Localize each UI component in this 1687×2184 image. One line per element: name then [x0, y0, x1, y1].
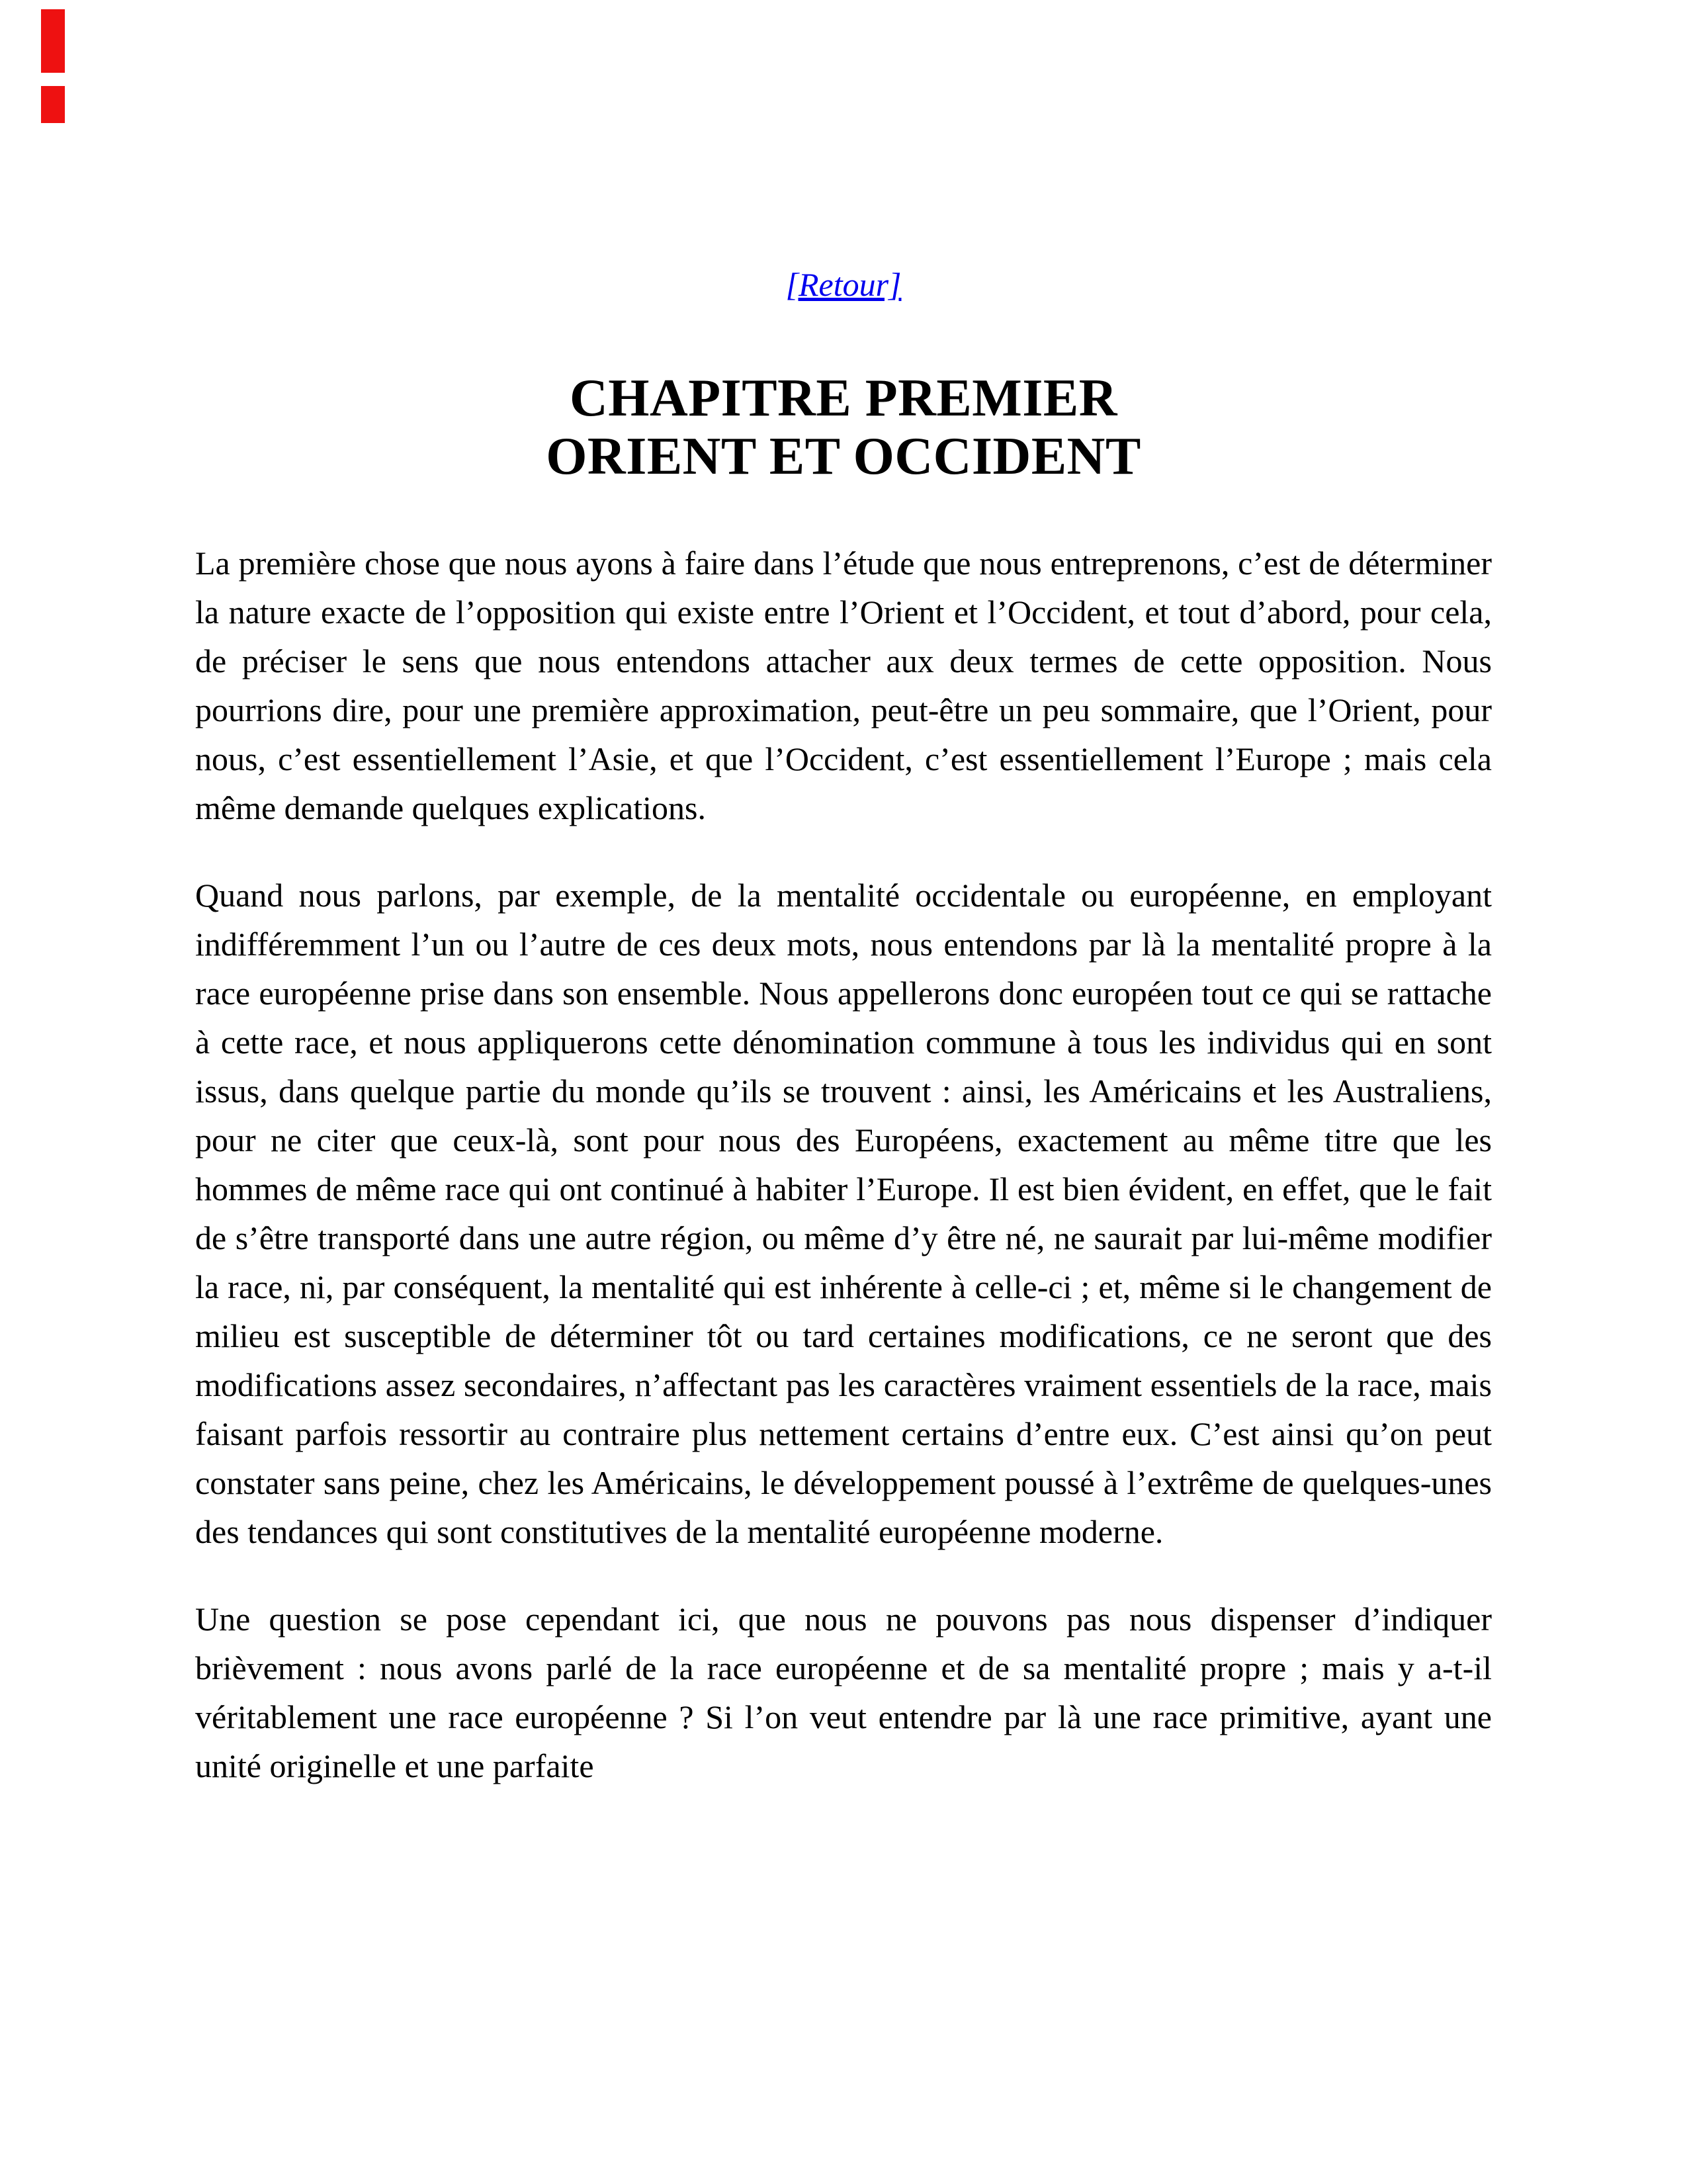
paragraph-1: La première chose que nous ayons à faire dans l’étude que nous entreprenons, c’est de déterminer la nature exacte de l’opposition qui existe entre l’Orient et l’Occident, et tout d’abord, pour cela, de préciser le sens que nous entendons attacher aux deux termes de cette opposition. Nous pourrions dire, pour une première approximation, peut-être un peu sommaire, que l’Orient, pour nous, c’est essentiellement l’Asie, et que l’Occident, c’est essentiellement l’Europe ; mais cela même demande quelques explications. — [195, 545, 1492, 826]
retour-link-row — [0, 268, 1687, 310]
chapter-title-line1: CHAPITRE PREMIER — [569, 369, 1118, 427]
red-margin-marks — [41, 9, 67, 123]
red-mark-icon — [41, 86, 65, 123]
red-mark-icon — [41, 9, 65, 73]
retour-link[interactable]: [Retour] — [785, 266, 902, 303]
chapter-title-line2: ORIENT ET OCCIDENT — [546, 427, 1141, 486]
paragraph-2: Quand nous parlons, par exemple, de la mentalité occidentale ou européenne, en employant indifféremment l’un ou l’autre de ces deux mots, nous entendons par là la mentalité propre à la race européenne prise dans son ensemble. Nous appellerons donc européen tout ce qui se rattache à cette race, et nous appliquerons cette dénomination commune à tous les individus qui en sont issus, dans quelque partie du monde qu’ils se trouvent : ainsi, les Américains et les Australiens, pour ne citer que ceux-là, sont pour nous des Européens, exactement au même titre que les hommes de même race qui ont continué à habiter l’Europe. Il est bien évident, en effet, que le fait de s’être transporté dans une autre région, ou même d’y être né, ne saurait par lui-même modifier la race, ni, par conséquent, la mentalité qui est inhérente à celle-ci ; et, même si le changement de milieu est susceptible de déterminer tôt ou tard certaines modifications, ce ne seront que des modifications assez secondaires, n’affectant pas les caractères vraiment essentiels de la race, mais faisant parfois ressortir au contraire plus nettement certains d’entre eux. C’est ainsi qu’on peut constater sans peine, chez les Américains, le développement poussé à l’extrême de quelques-unes des tendances qui sont constitutives de la mentalité européenne moderne. — [195, 877, 1492, 1550]
body-text — [195, 539, 1492, 1790]
paragraph-3: Une question se pose cependant ici, que nous ne pouvons pas nous dispenser d’indiquer brièvement : nous avons parlé de la race européenne et de sa mentalité propre ; mais y a-t-il véritablement une race européenne ? Si l’on veut entendre par là une race primitive, ayant une unité originelle et une parfaite — [195, 1600, 1492, 1784]
chapter-title — [0, 369, 1687, 486]
